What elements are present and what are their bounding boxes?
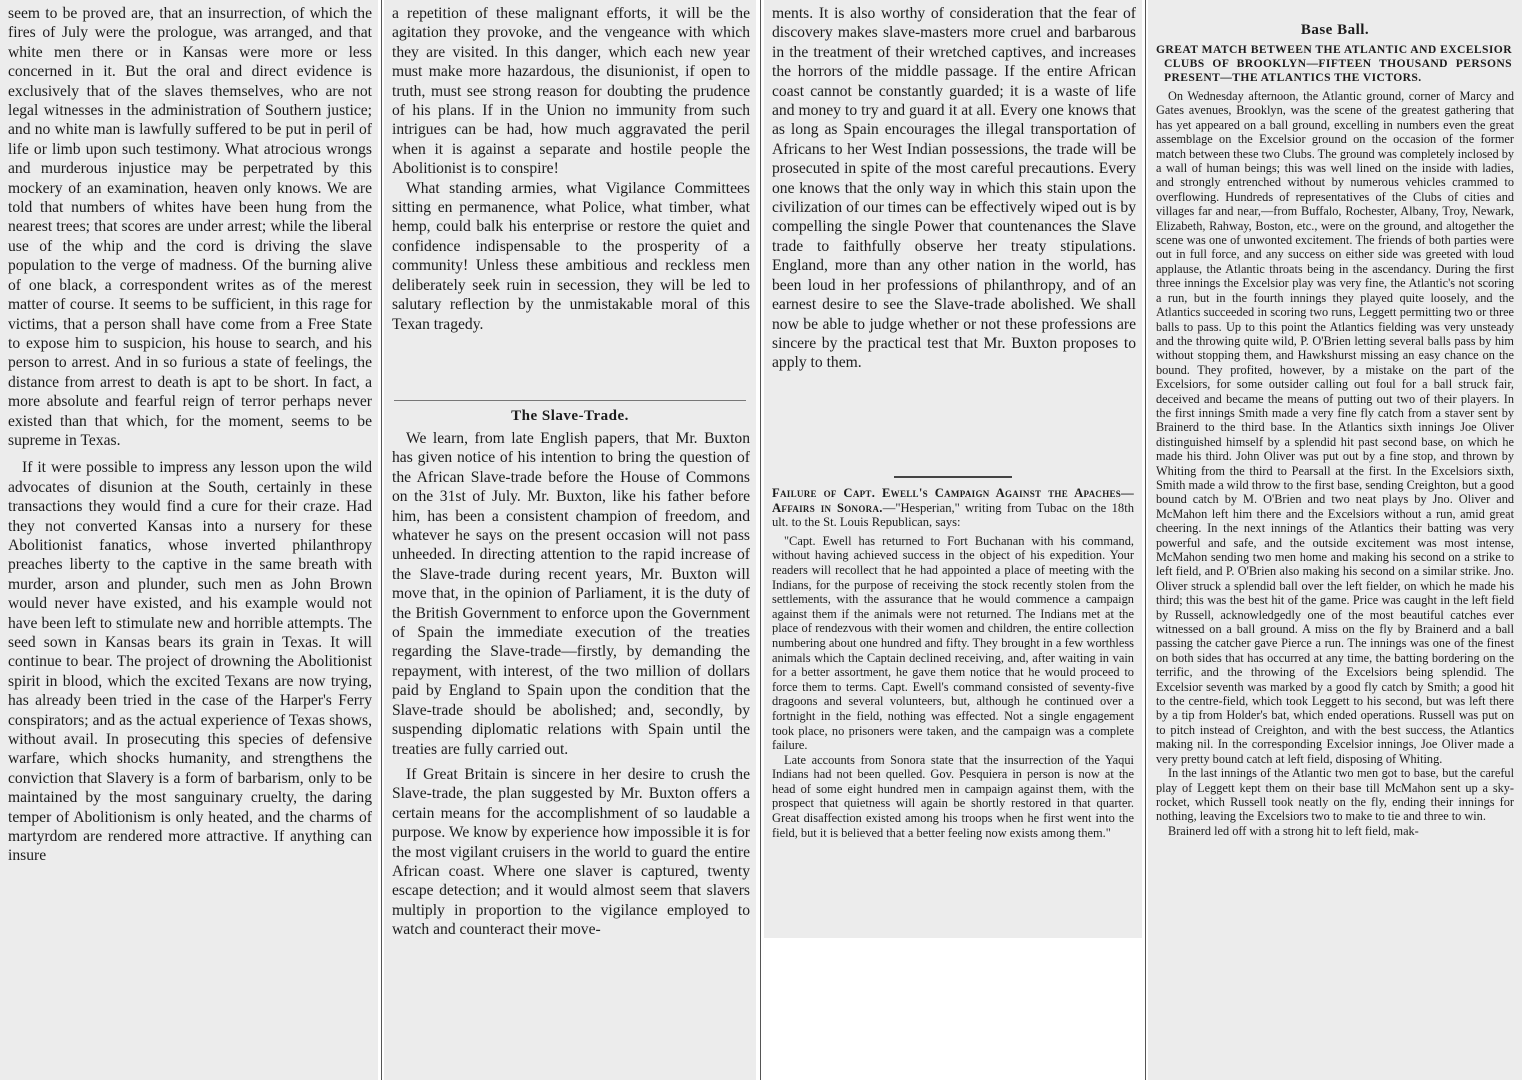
column-rule — [760, 0, 761, 1080]
article-heading: Base Ball. — [1300, 22, 1370, 38]
article-intro: —"Hesperian," writing from Tubac on the 18th ult. to the St. Louis Republican, says: — [772, 500, 1134, 530]
article-subheading: GREAT MATCH BETWEEN THE ATLANTIC AND EXCELSIOR CLUBS OF BROOKLYN—FIFTEEN THOUSAND PERSONS PRESENT—THE ATLANTICS THE VICTORS. — [1156, 43, 1512, 84]
slave-trade-article — [384, 402, 756, 1080]
article-byline — [764, 480, 1142, 532]
column-1 — [0, 0, 378, 1080]
base-ball-article — [1148, 0, 1522, 1080]
paragraph: If it were possible to impress any lesson upon the wild advocates of disunion at the South, certainly in these transactions they would find a cure for their craze. Had they not converted Kansas into a nursery for these Abolitionist fanatics, whose inverted philanthropy preaches liberty to the captive in the same breath with murder, arson and plunder, such men as John Brown would never have existed, and his example would not have been left to stimulate new and horrible attempts. The seed sown in Kansas bears its grain in Texas. It will continue to bear. The project of drowning the Abolitionist spirit in blood, which the excited Texans are now trying, has already been tried in the case of the Harper's Ferry conspirators; and as the actual experience of Texas shows, without avail. In prosecuting this species of defensive warfare, which shocks humanity, and strengthens the conviction that Slavery is a form of barbarism, only to be maintained by the most sanguinary cruelty, the daring temper of Abolitionism is only heated, and the charms of martyrdom are rendered more attractive. If anything can insure — [8, 459, 372, 865]
article-heading: Failure of Capt. Ewell's Campaign Against the Apaches—Affairs in Sonora. — [772, 486, 1134, 515]
article-divider — [894, 476, 1012, 478]
paragraph: a repetition of these malignant efforts, it will be the agitation they provoke, and the vengeance with which they are visited. In this danger, which each new year must make more hazardous, the disunionist, if open to truth, must see strong reason for doubting the prudence of his plans. If in the Union no immunity from such intrigues can be had, how much aggravated the peril when it is against a separate and hostile people the Abolitionist is to conspire! — [392, 5, 750, 178]
paragraph: ments. It is also worthy of consideration that the fear of discovery makes slave-masters more cruel and barbarous in the treatment of their wretched captives, and increases the horrors of the middle passage. If the entire African coast cannot be constantly guarded; it is a waste of life and money to try and guard it at all. Every one knows that as long as Spain encourages the illegal transportation of Africans to her West Indian possessions, the trade will be prosecuted in spite of the most careful precautions. Every one knows that the only way in which this stain upon the civilization of our times can be effectively wiped out is by compelling the single Power that countenances the Slave trade to faithfully observe her treaty stipulations. England, more than any other nation in the world, has been loud in her professions of philanthropy, and of an earnest desire to see the Slave-trade abolished. We shall now be able to judge whether or not these professions are sincere by the practical test that Mr. Buxton proposes to apply to them. — [772, 5, 1136, 372]
paragraph: What standing armies, what Vigilance Committees sitting en permanence, what Police, what timber, what hemp, could balk his enterprise or restore the quiet and confidence indispensable to the prosperity of a community! Unless these ambitious and reckless men deliberately seek ruin in secession, they will be led to salutary reflection by the unmistakable moral of this Texan tragedy. — [392, 179, 750, 333]
paragraph: We learn, from late English papers, that Mr. Buxton has given notice of his intention to bring the question of the African Slave-trade before the House of Commons on the 31st of July. Mr. Buxton, like his father before him, has been a consistent champion of freedom, and whatever he says on the present occasion will not pass unheeded. In directing attention to the rapid increase of the Slave-trade during recent years, Mr. Buxton will move that, in the opinion of Parliament, it is the duty of the British Government to enforce upon the Government of Spain the immediate execution of the treaties regarding the Slave-trade—firstly, by demanding the repayment, with interest, of the two million of dollars paid by England to Spain upon the condition that the Slave-trade should be abolished; and, secondly, by suspending diplomatic relations with Spain until the treaties are fully carried out. — [392, 430, 750, 758]
ewell-article — [764, 480, 1142, 938]
paragraph: seem to be proved are, that an insurrection, of which the fires of July were the prologue, was arranged, and that white men there or in Kansas were more or less concerned in it. But the oral and direct evidence is exclusively that of the slaves themselves, who are not legal witnesses in the administration of Southern justice; and no white man is lawfully suffered to be put in peril of life or limb upon such testimony. What atrocious wrongs and murderous injustice may be perpetrated by this mockery of an examination, heaven only knows. We are told that numbers of whites have been hung from the nearest trees; that scores are under arrest; while the liberal use of the whip and the cord is driving the slave population to the verge of madness. Of the burning alive of one black, a correspondent writes as of the merest matter of course. It seems to be sufficient, in this rage for victims, that a person shall have come from a Free State to expose him to suspicion, his house to search, and his person to arrest. And in so furious a state of feelings, the distance from arrest to death is apt to be short. In fact, a more absolute and fearful reign of terror perhaps never existed than that which, for the moment, seems to be supreme in Texas. — [8, 5, 372, 449]
column-rule — [381, 0, 382, 1080]
texas-article-continued — [0, 0, 378, 1080]
article-heading: The Slave-Trade. — [511, 408, 629, 424]
texas-article-end — [384, 0, 756, 398]
paragraph: If Great Britain is sincere in her desire to crush the Slave-trade, the plan suggested by Mr. Buxton offers a certain means for the accomplishment of so laudable a purpose. We know by experience how impossible it is for the most vigilant cruisers in the world to guard the entire African coast. Where one slaver is captured, twenty escape detection; and it would almost seem that slavers multiply in proportion to the vigilance employed to watch and counteract their move- — [392, 765, 750, 939]
paragraph: In the last innings of the Atlantic two men got to base, but the careful play of Leggett kept them on their base till McMahon sent up a sky-rocket, which Russell took neatly on the fly, ending their innings for nothing, leaving the Excelsiors two to make to tie and three to win. — [1156, 766, 1514, 824]
blank-space — [764, 938, 1142, 1080]
slave-trade-article-continued — [764, 0, 1142, 472]
column-3 — [764, 0, 1142, 1080]
column-rule — [1145, 0, 1146, 1080]
paragraph: On Wednesday afternoon, the Atlantic ground, corner of Marcy and Gates avenues, Brooklyn, was the scene of the greatest gathering that has yet appeared on a ball ground, excelling in numbers even the great assemblage on the Excelsior ground on the occasion of the former match between these two Clubs. The ground was completely inclosed by a wall of human beings; this was well lined on the inside with ladies, and strongly entrenched without by numerous vehicles crammed to overflowing. Hundreds of representatives of the Clubs of cities and villages far and near,—from Buffalo, Rochester, Albany, Troy, Newark, Elizabeth, Rahway, Boston, etc., were on the ground, and altogether the scene was one of unwonted excitement. The friends of both parties were out in full force, and any success on either side was greeted with loud applause, the Atlantic throats being in the ascendancy. During the first three innings the Excelsior play was very fine, the Atlantic's not scoring a run, but in the fourth innings they played quite loosely, and the Atlantics succeeded in scoring two runs, Leggett permitting two or three balls to pass. Up to this point the Atlantics fielding was very unsteady and the throwing quite wild, P. O'Brien letting several balls pass by him without stopping them, and Hawkshurst missing an easy chance on the bound. They profited, however, by a mistake on the part of the Excelsiors, for some outsider calling out foul for a ball struck fair, deceived and became the means of putting out two of their players. In the first innings Smith made a very fine fly catch from a staver sent by Brainerd to the third base. In the Atlantics sixth innings Joe Oliver distinguished himself by a splendid hit past second base, on which he made his third. John Oliver was put out by a fine stop, and thrown by Whiting from the third to Pearsall at the first. In the Excelsiors sixth, Smith made a wild throw to the first base, sending Creighton, but a good bound catch by M. O'Brien and two neat plays by Jno. Oliver and McMahon left him there and the Excelsiors without a run, amid great cheering. In the next innings of the Atlantics their batting was very powerful and safe, and the outside excitement was most intense, McMahon sending two men home and making his second on a strike to left field, and P. O'Brien also making his second on a similar strike. Jno. Oliver struck a splendid ball over the left fielder, on which he made his third; this was the best hit of the game. Price was caught in the left field by Russell, acknowledgedly one of the most beautiful catches ever witnessed on a ball ground. A miss on the fly by Brainerd and a ball passing the catcher gave Pierce a run. The innings was one of the finest on both sides that has occurred at any time, the batting bordering on the terrific, and the throwing of the Excelsiors being splendid. The Excelsior seventh was marked by a good fly catch by Smith; a good hit to the centre-field, which took Leggett to his second, but was left there by a tip from Holder's bat, which ended operations. Russell was put on to pitch instead of Creighton, and with the best success, the Atlantics making nil. In the corresponding Excelsior innings, Joe Oliver made a very pretty bound catch at left field, disposing of Whiting. — [1156, 89, 1515, 766]
paragraph: Late accounts from Sonora state that the insurrection of the Yaqui Indians had not been quelled. Gov. Pesquiera in person is now at the head of some eight hundred men in campaign against them, with the prospect that quietness will again be shortly restored in that quarter. Great disaffection existed among his troops when he first went into the field, but it is believed that a better feeling now exists among them." — [772, 752, 1134, 840]
article-divider — [394, 400, 746, 401]
paragraph: "Capt. Ewell has returned to Fort Buchanan with his command, without having achieved success in the object of his expedition. Your readers will recollect that he had appointed a place of meeting with the Indians, for the purpose of receiving the stock recently stolen from the settlements, with the assurance that he would commence a campaign against them if the animals were not returned. The Indians met at the place of rendezvous with their women and children, the entire collection numbering about one hundred and fifty. They brought in a few worthless animals which the Captain declined receiving, and, after waiting in vain for a better assortment, he gave them notice that he would proceed to force them to terms. Capt. Ewell's command consisted of seventy-five dragoons and several volunteers, but, although he continued over a fortnight in the field, nothing was effected. Not a single engagement took place, no prisoners were taken, and the campaign was a complete failure. — [772, 533, 1134, 753]
paragraph: Brainerd led off with a strong hit to left field, mak- — [1168, 823, 1419, 838]
column-4 — [1148, 0, 1522, 1080]
column-2 — [384, 0, 756, 1080]
